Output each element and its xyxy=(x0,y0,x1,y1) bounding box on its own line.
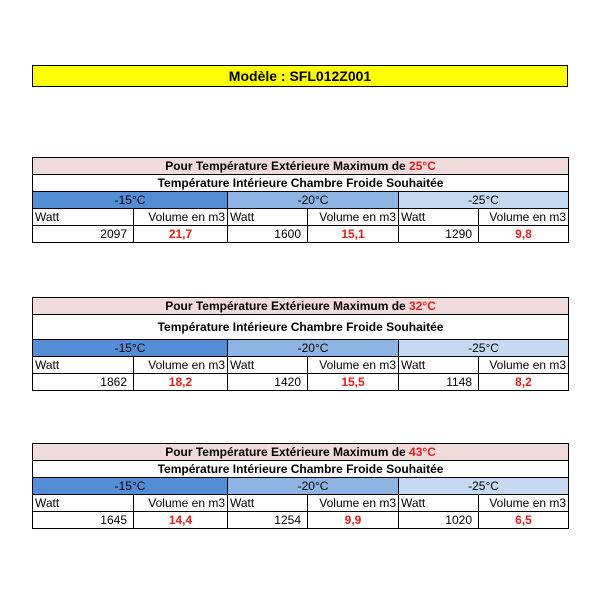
watt-label: Watt xyxy=(33,357,134,374)
spec-table-25 xyxy=(32,157,568,243)
volume-label: Volume en m3 xyxy=(308,209,399,226)
watt-label: Watt xyxy=(228,209,308,226)
temp-header-row xyxy=(33,478,569,495)
table-title-row xyxy=(33,298,569,315)
temp-header-minus25: -25°C xyxy=(399,340,569,357)
table-row xyxy=(33,374,569,391)
temp-header-minus20: -20°C xyxy=(228,340,399,357)
volume-value: 18,2 xyxy=(134,374,228,391)
table-title-row xyxy=(33,158,569,175)
table-title-row xyxy=(33,444,569,461)
volume-label: Volume en m3 xyxy=(134,209,228,226)
temp-header-minus15: -15°C xyxy=(33,478,228,495)
watt-value: 1148 xyxy=(399,374,479,391)
table-subtitle-row xyxy=(33,461,569,478)
ext-temp: 25°C xyxy=(409,158,436,173)
title-prefix: Pour Température Extérieure Maximum de xyxy=(165,444,410,459)
table-row xyxy=(33,512,569,529)
watt-label: Watt xyxy=(33,495,134,512)
volume-value: 8,2 xyxy=(479,374,569,391)
volume-label: Volume en m3 xyxy=(134,495,228,512)
table-subtitle-row xyxy=(33,315,569,340)
volume-label: Volume en m3 xyxy=(308,495,399,512)
watt-value: 1254 xyxy=(228,512,308,529)
watt-label: Watt xyxy=(399,209,479,226)
volume-value: 14,4 xyxy=(134,512,228,529)
watt-value: 1020 xyxy=(399,512,479,529)
volume-value: 21,7 xyxy=(134,226,228,243)
temp-header-row xyxy=(33,192,569,209)
watt-label: Watt xyxy=(399,495,479,512)
ext-temp: 43°C xyxy=(409,444,436,459)
volume-value: 6,5 xyxy=(479,512,569,529)
temp-header-row xyxy=(33,340,569,357)
temp-header-minus15: -15°C xyxy=(33,192,228,209)
unit-header-row xyxy=(33,495,569,512)
volume-label: Volume en m3 xyxy=(479,209,569,226)
spec-table-43 xyxy=(32,443,568,529)
watt-label: Watt xyxy=(228,357,308,374)
table-subtitle: Température Intérieure Chambre Froide Souhaitée xyxy=(33,315,569,340)
temp-header-minus15: -15°C xyxy=(33,340,228,357)
temp-header-minus20: -20°C xyxy=(228,478,399,495)
table-title xyxy=(33,298,569,315)
table-title xyxy=(33,444,569,461)
title-prefix: Pour Température Extérieure Maximum de xyxy=(165,298,410,313)
table-subtitle-row xyxy=(33,175,569,192)
title-prefix: Pour Température Extérieure Maximum de xyxy=(165,158,410,173)
watt-value: 1420 xyxy=(228,374,308,391)
volume-label: Volume en m3 xyxy=(308,357,399,374)
watt-value: 1600 xyxy=(228,226,308,243)
watt-label: Watt xyxy=(33,209,134,226)
volume-value: 9,8 xyxy=(479,226,569,243)
model-title: Modèle : SFL012Z001 xyxy=(32,65,568,87)
volume-value: 15,5 xyxy=(308,374,399,391)
watt-value: 1645 xyxy=(33,512,134,529)
watt-value: 1290 xyxy=(399,226,479,243)
unit-header-row xyxy=(33,209,569,226)
table-subtitle: Température Intérieure Chambre Froide Souhaitée xyxy=(33,461,569,478)
table-row xyxy=(33,226,569,243)
volume-label: Volume en m3 xyxy=(134,357,228,374)
watt-label: Watt xyxy=(228,495,308,512)
temp-header-minus20: -20°C xyxy=(228,192,399,209)
volume-value: 15,1 xyxy=(308,226,399,243)
volume-label: Volume en m3 xyxy=(479,357,569,374)
temp-header-minus25: -25°C xyxy=(399,192,569,209)
table-title xyxy=(33,158,569,175)
watt-label: Watt xyxy=(399,357,479,374)
ext-temp: 32°C xyxy=(409,298,436,313)
watt-value: 1862 xyxy=(33,374,134,391)
volume-label: Volume en m3 xyxy=(479,495,569,512)
volume-value: 9,9 xyxy=(308,512,399,529)
temp-header-minus25: -25°C xyxy=(399,478,569,495)
spec-table-32 xyxy=(32,297,568,391)
watt-value: 2097 xyxy=(33,226,134,243)
table-subtitle: Température Intérieure Chambre Froide Souhaitée xyxy=(33,175,569,192)
unit-header-row xyxy=(33,357,569,374)
